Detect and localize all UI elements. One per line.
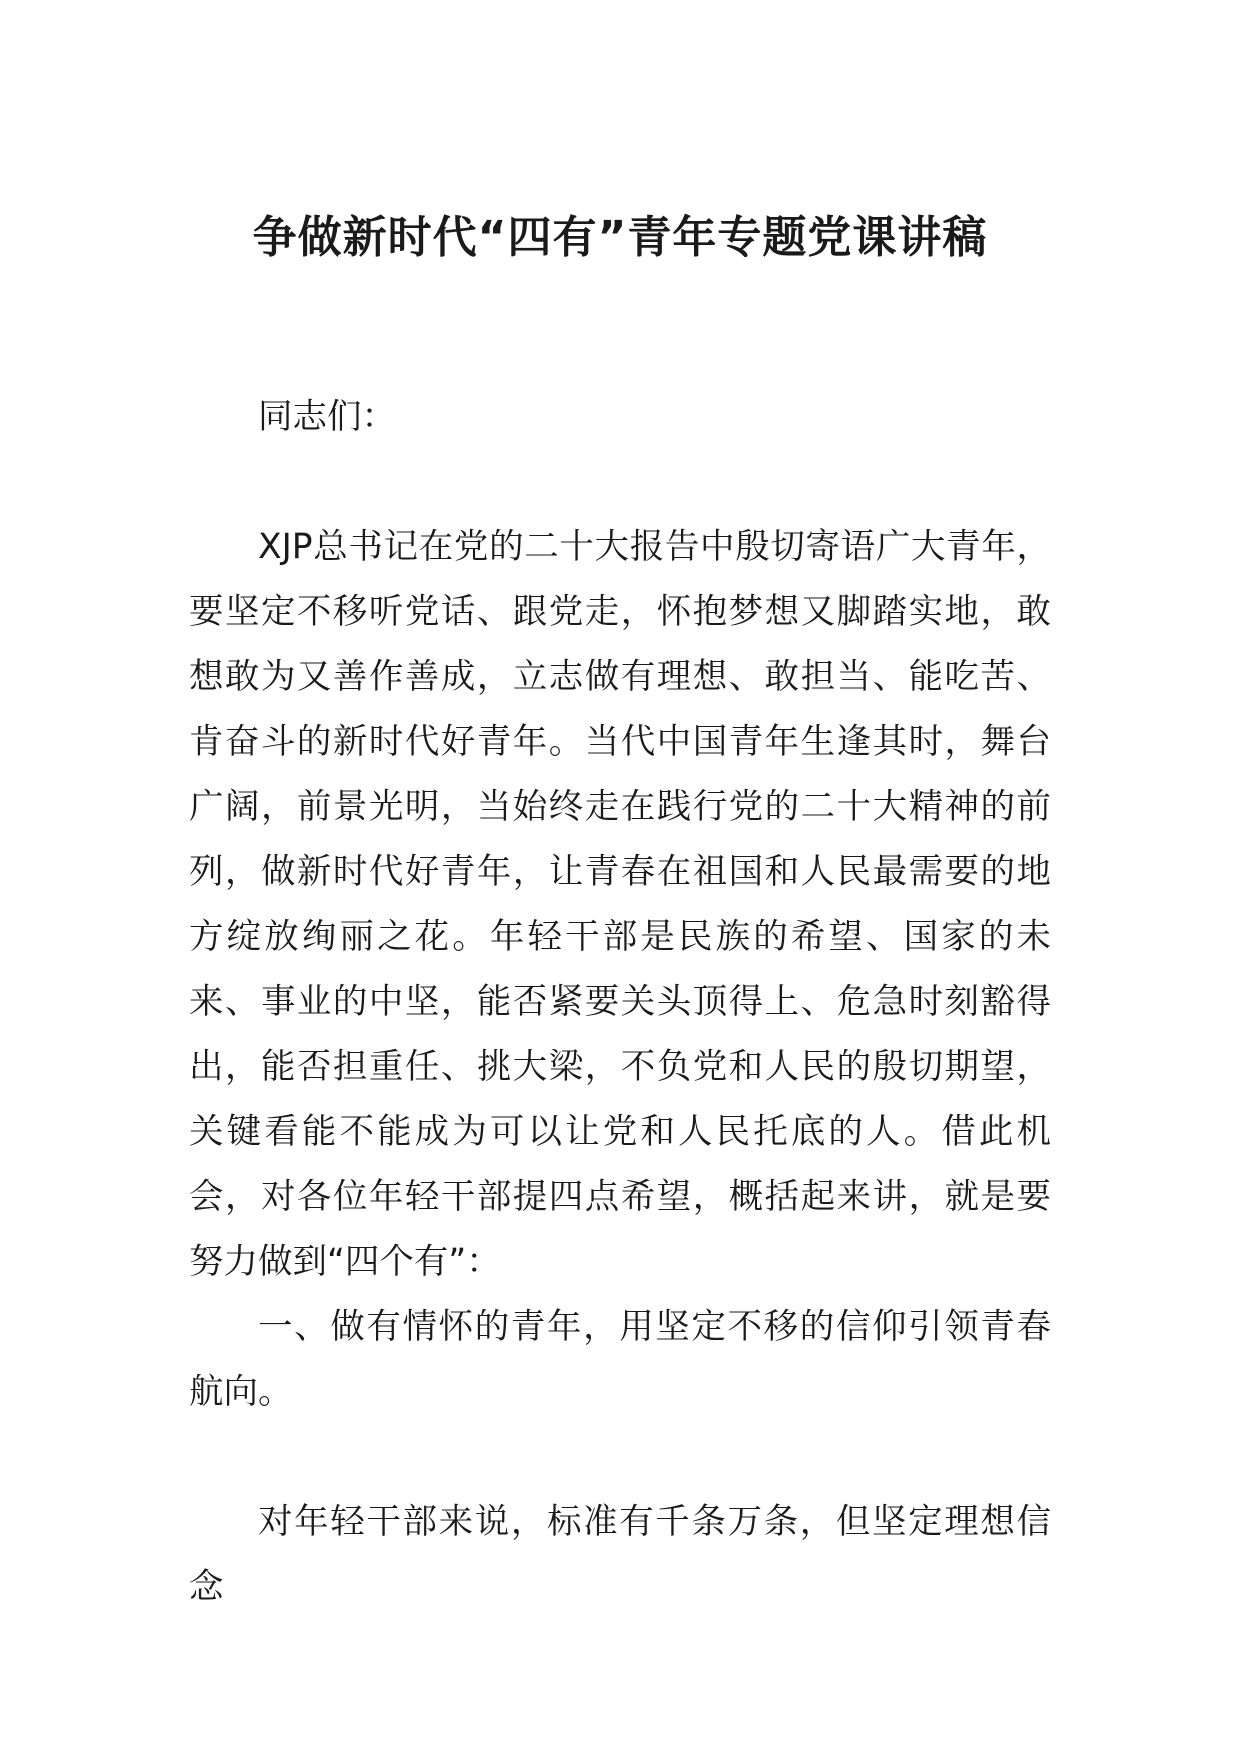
greeting: 同志们： <box>258 397 396 437</box>
paragraph-intro: XJP总书记在党的二十大报告中殷切寄语广大青年，要坚定不移听党话、跟党走，怀抱梦想又脚踏实地，敢想敢为又善作善成，立志做有理想、敢担当、能吃苦、肯奋斗的新时代好青年。当代中国青年生逢其时，舞台广阔，前景光明，当始终走在践行党的二十大精神的前列，做新时代好青年，让青春在祖国和人民最需要的地方绽放绚丽之花。年轻干部是民族的希望、国家的未来、事业的中坚，能否紧要关头顶得上、危急时刻豁得出，能否担重任、挑大梁，不负党和人民的殷切期望，关键看能不能成为可以让党和人民托底的人。借此机会，对各位年轻干部提四点希望，概括起来讲，就是要努力做到“四个有”： <box>189 527 1051 1282</box>
document-title: 争做新时代“四有”青年专题党课讲稿 <box>252 212 988 263</box>
section-heading-1: 一、做有情怀的青年，用坚定不移的信仰引领青春航向。 <box>189 1307 1051 1412</box>
paragraph-section-1: 对年轻干部来说，标准有千条万条，但坚定理想信念 <box>189 1502 1051 1607</box>
